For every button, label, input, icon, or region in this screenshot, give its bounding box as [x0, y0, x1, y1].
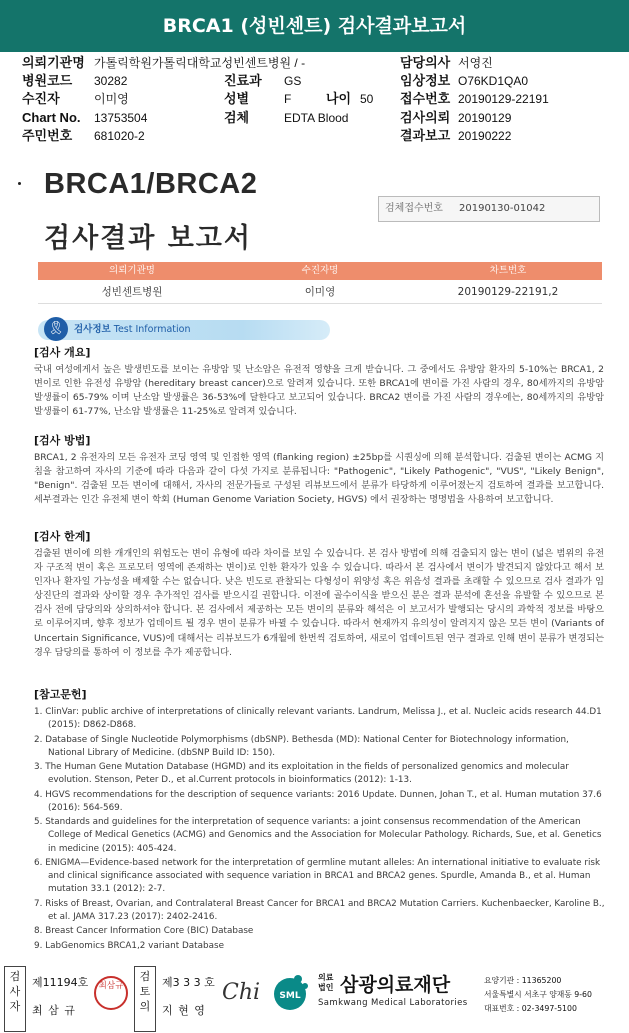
clinical-label: 임상정보	[400, 73, 451, 89]
overview-text: 국내 여성에게서 높은 발생빈도를 보이는 유방암 및 난소암은 유전적 영향을 크게 받습니다. 그 중에서도 유방암 환자의 5-10%는 BRCA1, 2 변이로 인한 유전성 유방암 (hereditary breast cancer)으로 알려져 있습니다. 또한 BRCA1에 변이를 가진 사람의 경우, 80세까지의 유방암 발생률이 65-79% 이며 난소암 발생률은 36-53%에 달한다고 보고되어 있습니다. BRCA2 변이를 가진 사람의 경우에는, 80세까지의 유방암 발생률이 61-77%, 난소암 발생률은 11-25%로 알려져 있습니다.	[34, 364, 604, 418]
test-info-banner	[38, 320, 330, 340]
reference-item: 2. Database of Single Nucleotide Polymorphisms (dbSNP). Bethesda (MD): National Center for Biotechnology information, National Library of Medicine. (dbSNP Build ID: 150).	[34, 734, 569, 758]
report-heading-gene: BRCA1/BRCA2	[44, 168, 258, 200]
info-table-row	[38, 280, 602, 304]
info-table-header	[38, 262, 602, 280]
examiner-box-char: 검	[9, 970, 21, 983]
test-info-en: Test Information	[113, 324, 191, 335]
report-title: BRCA1 (성빈센트) 검사결과보고서	[162, 15, 467, 37]
recipient-label: 수진자	[22, 91, 60, 107]
request-label: 검사의뢰	[400, 109, 451, 125]
meta-row-2	[22, 72, 622, 90]
ssn-value: 681020-2	[94, 128, 145, 143]
info-table	[38, 262, 602, 304]
age-value: 50	[360, 92, 374, 107]
org-name-en: Samkwang Medical Laboratories	[318, 998, 468, 1008]
signature-footer	[0, 962, 629, 1033]
contact-info	[484, 974, 592, 1016]
references-section	[34, 686, 608, 954]
dept-label: 진료과	[224, 73, 262, 89]
patient-meta	[22, 54, 622, 145]
reference-item: 9. LabGenomics BRCA1,2 variant Database	[34, 940, 224, 951]
limits-section	[34, 530, 604, 660]
reviewer-box-char: 검	[139, 970, 151, 983]
clinical-value: O76KD1QA0	[458, 74, 529, 89]
scanned-report-page	[14, 158, 622, 958]
reference-item: 5. Standards and guidelines for the interpretation of sequence variants: a joint consensus recommendation of the American College of Medical Genetics (ACMG) and Genomics and the Association for Molecular Pathology. Richards, Sue, et al. Genetics in medicine (2015): 405-424.	[34, 817, 602, 854]
org-prefix: 의료법인	[318, 973, 334, 992]
contact-address: 서울특별시 서초구 양재동 9-60	[484, 990, 592, 999]
recipient-value: 이미영	[94, 92, 129, 107]
chart-value: 13753504	[94, 110, 148, 125]
limits-title: [검사 한계]	[34, 530, 91, 543]
report-title-bar	[0, 0, 629, 52]
meta-row-4	[22, 109, 622, 127]
report-date-value: 20190222	[458, 128, 512, 143]
examiner-license: 제11194호	[32, 976, 89, 989]
accession-value: 20190130-01042	[459, 203, 546, 214]
meta-row-3	[22, 90, 622, 108]
chart-label: Chart No.	[22, 109, 81, 125]
report-date-label: 결과보고	[400, 127, 451, 143]
info-cell: 이미영	[304, 286, 336, 298]
scan-speck	[18, 182, 21, 185]
info-header-cell: 차트번호	[489, 265, 527, 276]
specimen-label: 검체	[224, 109, 250, 125]
hospital-code-label: 병원코드	[22, 73, 73, 89]
org-name: 삼광의료재단	[340, 974, 451, 996]
institution-value: 가톨릭학원가톨릭대학교성빈센트병원 / -	[94, 56, 306, 70]
examiner-name: 최 삼 규	[32, 1004, 76, 1017]
info-cell: 성빈센트병원	[101, 286, 163, 298]
report-heading-title: 검사결과 보고서	[44, 223, 252, 254]
references-title: [참고문헌]	[34, 688, 87, 701]
sex-value: F	[284, 92, 292, 107]
reviewer-box-char: 토	[139, 985, 151, 998]
seal-text: 최삼규	[98, 981, 124, 991]
reference-item: 3. The Human Gene Mutation Database (HGMD) and its exploitation in the fields of personalized genomics and molecular evolution. Stenson, Peter D., et al.Current protocols in bioinformatics (2012): 1-13.	[34, 762, 569, 786]
specimen-value: EDTA Blood	[284, 110, 349, 125]
limits-text: 검출된 변이에 의한 개개인의 위험도는 변이 유형에 따라 차이를 보일 수 있습니다. 본 검사 방법에 의해 검출되지 않는 변이 (넓은 범위의 유전자 구조적 변이 혹은 프로모터 영역에 존재하는 변이)로 인한 환자가 있을 수 있습니다. 따라서 본 검사에서 변이가 발견되지 않았다고 해서 보인자나 환자일 가능성을 배제할 수는 없습니다. 낮은 빈도로 관찰되는 다형성이 위양성 혹은 위음성 결과를 초래할 수 있으므로 검사 결과가 임상진단의 결과와 상이할 경우 추가적인 검사를 받으시길 권합니다. 이전에 골수이식을 받으신 분은 결과 분석에 혼선을 유발할 수 있으므로 본 검사 전에 담당의와 상의하셔야 합니다. 본 검사에서 제공하는 모든 변이의 분류와 해석은 이 보고서가 발행되는 당시의 과학적 정보를 바탕으로 이루어지며, 향후 정보가 업데이트 될 경우 변이 분류가 바뀔 수 있습니다. 따라서 현재까지 유의성이 알려지지 않은 모든 변이 (Variants of Uncertain Significance, VUS)에 대해서는 리뷰보드가 6개월에 한번씩 검토하여, 새로이 업데이트된 연구 결과로 인해 변이 분류가 변경되는 경우 담당의를 통하여 이 정보를 추가 제공합니다.	[34, 548, 604, 658]
dept-value: GS	[284, 74, 302, 89]
overview-section	[34, 346, 604, 419]
receipt-label: 접수번호	[400, 91, 451, 107]
reference-item: 4. HGVS recommendations for the description of sequence variants: 2016 Update. Dunnen, Johan T., et al. Human mutation 37.6 (2016): 564-569.	[34, 789, 602, 813]
overview-title: [검사 개요]	[34, 346, 91, 359]
reviewer-box	[134, 966, 156, 1032]
info-header-cell: 의뢰기관명	[109, 265, 155, 276]
ribbon-icon: 🎗	[44, 317, 68, 341]
receipt-value: 20190129-22191	[458, 92, 549, 107]
reference-item: 1. ClinVar: public archive of interpretations of clinically relevant variants. Landrum, Melissa J., et al. Nucleic acids research 44.D1 (2015): D862-D868.	[34, 707, 602, 731]
sml-logo-icon	[270, 970, 310, 1014]
examiner-box	[4, 966, 26, 1032]
age-label: 나이	[326, 91, 352, 107]
reviewer-box-char: 의	[139, 1000, 151, 1013]
reviewer-license: 제3 3 3 호	[162, 976, 215, 989]
contact-code: 요양기관 : 11365200	[484, 976, 562, 985]
hospital-code-value: 30282	[94, 74, 128, 89]
reference-item: 8. Breast Cancer Information Core (BIC) Database	[34, 926, 254, 937]
test-info-ko: 검사정보	[74, 324, 111, 335]
accession-box	[378, 196, 600, 222]
reference-item: 6. ENIGMA—Evidence-based network for the interpretation of germline mutant alleles: An international initiative to evaluate risk and clinical significance associated with sequence variation in BRCA1 and BRCA2 genes. Spurdle, Amanda B., et al. Human mutation 33.1 (2012): 2-7.	[34, 857, 601, 895]
method-section	[34, 434, 604, 507]
references-list	[34, 706, 608, 953]
examiner-box-char: 자	[9, 1000, 21, 1013]
ssn-label: 주민번호	[22, 127, 73, 143]
contact-phone: 대표번호 : 02-3497-5100	[484, 1004, 577, 1013]
method-text: BRCA1, 2 유전자의 모든 유전자 코딩 영역 및 인접한 영역 (flanking region) ±25bp를 시퀀싱에 의해 분석합니다. 검출된 변이는 ACMG 지침을 참고하여 자사의 기준에 따라 다음과 같이 다섯 가지로 분류됩니다: "Pathogenic", "Likely Pathogenic", "VUS", "Likely Benign", "Benign". 검출된 모든 변이에 대해서, 자사의 전문가들로 구성된 리뷰보드에서 분류가 타당하게 이루어졌는지 검토하여 결과를 보고합니다. 세부결과는 인간 유전체 변이 학회 (Human Genome Variation Society, HGVS) 에서 권장하는 명명법을 사용하여 보고합니다.	[34, 452, 604, 506]
sex-label: 성별	[224, 91, 250, 107]
institution-label: 의뢰기관명	[22, 55, 85, 70]
info-header-cell: 수진자명	[301, 265, 339, 276]
reference-item: 7. Risks of Breast, Ovarian, and Contralateral Breast Cancer for BRCA1 and BRCA2 Mutation Carriers. Kuchenbaecker, Karoline B., et al. JAMA 317.23 (2017): 2402-2416.	[34, 898, 605, 922]
examiner-box-char: 사	[9, 985, 21, 998]
accession-label: 검체접수번호	[385, 203, 443, 214]
logo-text: SML	[279, 991, 301, 1001]
physician-label: 담당의사	[400, 55, 451, 70]
info-cell: 20190129-22191,2	[457, 286, 559, 298]
test-info-label	[74, 320, 190, 340]
red-seal-stamp	[94, 976, 128, 1010]
request-value: 20190129	[458, 110, 512, 125]
method-title: [검사 방법]	[34, 434, 91, 447]
reviewer-signature: Chi	[222, 980, 261, 1005]
meta-row-5	[22, 127, 622, 145]
reviewer-name: 지 현 영	[162, 1004, 206, 1017]
meta-row-1	[22, 54, 622, 72]
physician-value: 서영진	[458, 56, 493, 70]
